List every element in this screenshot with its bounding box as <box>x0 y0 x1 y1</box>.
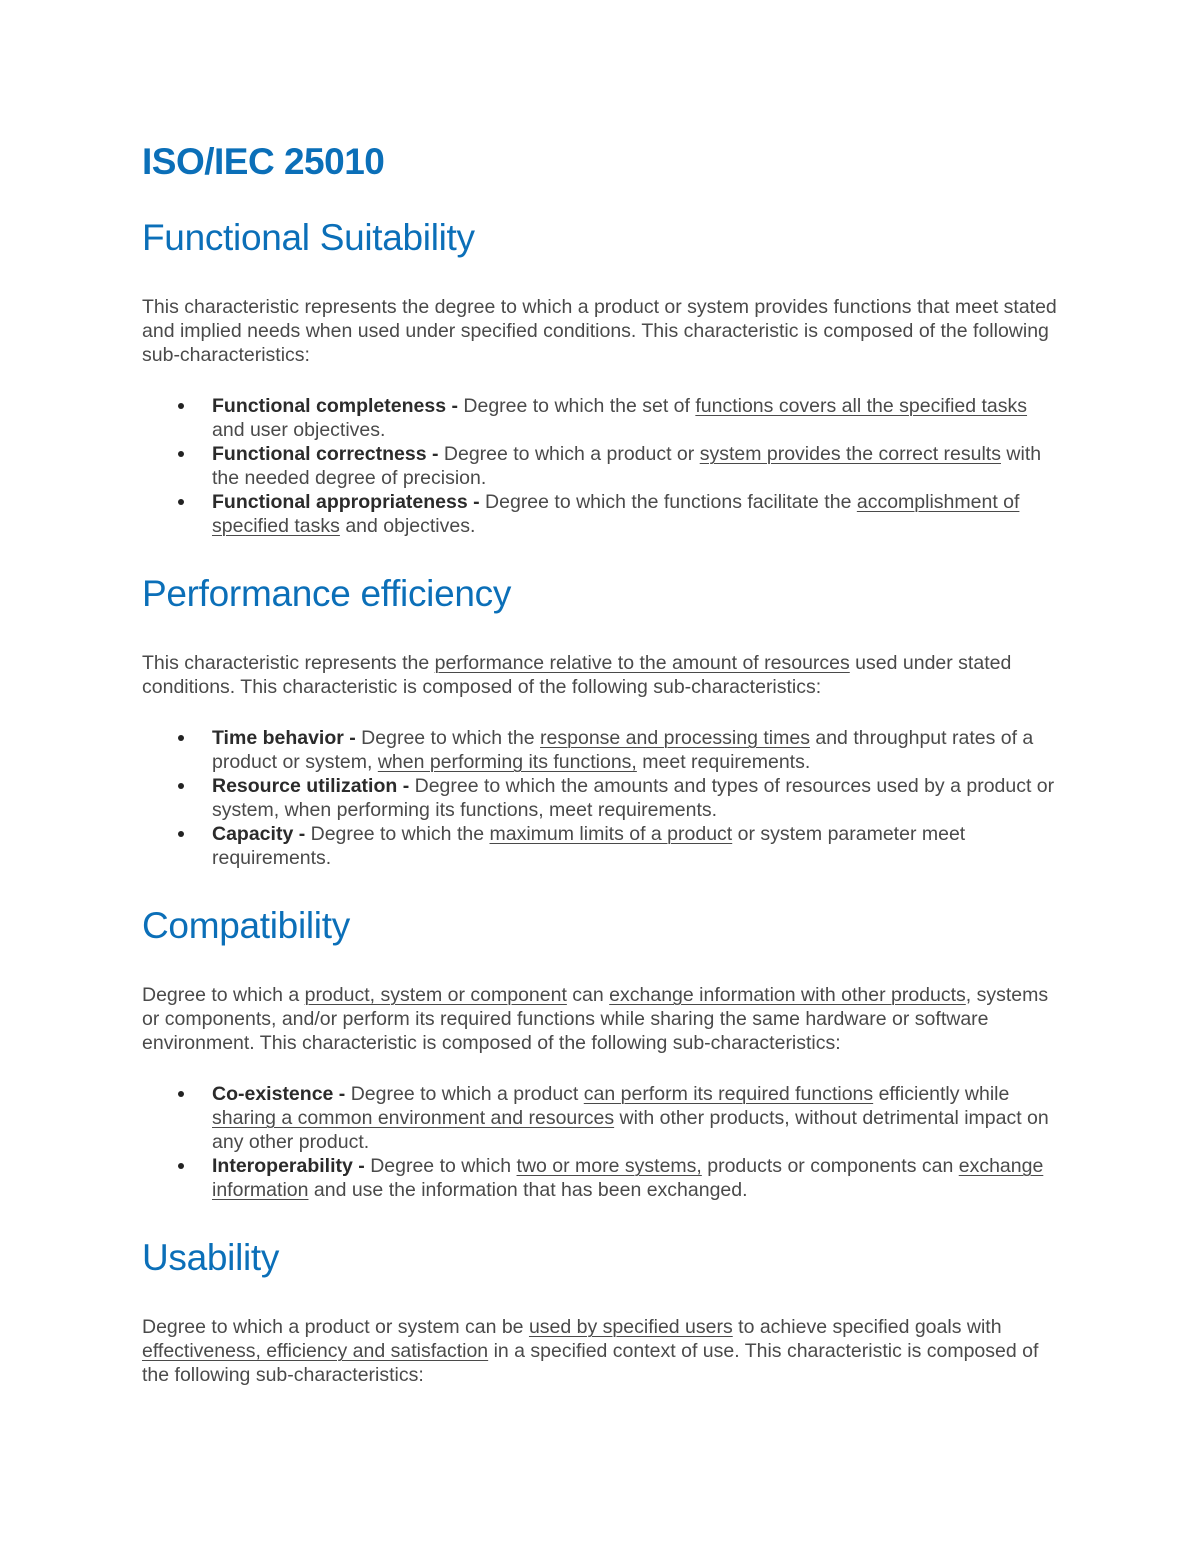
term-label: Functional completeness - <box>212 395 458 417</box>
underlined-phrase: used by specified users <box>528 1316 733 1338</box>
underlined-phrase: effectiveness, efficiency and satisfaction <box>142 1340 489 1362</box>
item-text-run: and use the information that has been exchanged. <box>308 1179 748 1201</box>
list-item <box>142 490 1062 538</box>
item-text-run: Degree to which the <box>355 727 541 749</box>
section-compatibility <box>142 904 1062 1202</box>
intro-run: in a specified context of use. This characteristic is composed of the following sub-characteristics: <box>142 1340 1039 1386</box>
item-text-run: or system parameter meet requirements. <box>212 823 966 869</box>
term-label: Resource utilization - <box>212 775 410 797</box>
underlined-phrase: sharing a common environment and resources <box>212 1107 615 1129</box>
bullet-icon <box>178 403 184 409</box>
list-item <box>142 1082 1062 1154</box>
bullet-icon <box>178 831 184 837</box>
underlined-phrase: two or more systems, <box>516 1155 702 1177</box>
underlined-phrase: when performing its functions, <box>377 751 637 773</box>
intro-run: can <box>566 984 610 1006</box>
list-item <box>142 442 1062 490</box>
section-performance-efficiency <box>142 572 1062 870</box>
list-item <box>142 1154 1062 1202</box>
item-text-run: Degree to which the <box>305 823 490 845</box>
sub-characteristics-list <box>142 394 1062 538</box>
intro-run: to achieve specified goals with <box>732 1316 1002 1338</box>
intro-run: Degree to which a product or system can be <box>142 1316 529 1338</box>
intro-run: This characteristic represents the <box>142 652 435 674</box>
sub-characteristics-list <box>142 1082 1062 1202</box>
item-text-run: and user objectives. <box>212 419 386 441</box>
bullet-icon <box>178 735 184 741</box>
underlined-phrase: functions covers all the specified tasks <box>695 395 1028 417</box>
section-intro <box>142 983 1062 1055</box>
term-label: Capacity - <box>212 823 306 845</box>
underlined-phrase: maximum limits of a product <box>489 823 733 845</box>
list-item <box>142 774 1062 822</box>
underlined-phrase: performance relative to the amount of resources <box>434 652 850 674</box>
underlined-phrase: response and processing times <box>540 727 810 749</box>
intro-run: Degree to which a <box>142 984 305 1006</box>
bullet-icon <box>178 1163 184 1169</box>
section-heading: Compatibility <box>142 905 350 946</box>
term-label: Interoperability - <box>212 1155 365 1177</box>
bullet-icon <box>178 1091 184 1097</box>
list-item <box>142 394 1062 442</box>
section-heading: Performance efficiency <box>142 573 512 614</box>
term-label: Functional appropriateness - <box>212 491 480 513</box>
list-item <box>142 726 1062 774</box>
underlined-phrase: exchange information <box>212 1155 1044 1201</box>
bullet-icon <box>178 783 184 789</box>
section-functional-suitability <box>142 216 1062 538</box>
list-item <box>142 822 1062 870</box>
underlined-phrase: accomplishment of specified tasks <box>212 491 1020 537</box>
underlined-phrase: exchange information with other products <box>609 984 966 1006</box>
bullet-icon <box>178 499 184 505</box>
intro-run: used under stated conditions. This characteristic is composed of the following sub-characteristics: <box>142 652 1012 698</box>
item-text-run: with the needed degree of precision. <box>212 443 1042 489</box>
bullet-icon <box>178 451 184 457</box>
item-text-run: products or components can <box>701 1155 959 1177</box>
item-text-run: with other products, without detrimental impact on any other product. <box>212 1107 1049 1153</box>
item-text-run: Degree to which the set of <box>457 395 696 417</box>
underlined-phrase: can perform its required functions <box>583 1083 874 1105</box>
item-text-run: Degree to which the functions facilitate the <box>479 491 857 513</box>
intro-run: , systems or components, and/or perform its required functions while sharing the same hardware or software environment. This characteristic is composed of the following sub-characteristics: <box>142 984 1049 1054</box>
term-label: Functional correctness - <box>212 443 439 465</box>
item-text-run: efficiently while <box>873 1083 1010 1105</box>
document-page <box>142 140 1062 1387</box>
section-heading: Usability <box>142 1237 280 1278</box>
item-text-run: meet requirements. <box>636 751 811 773</box>
term-label: Co-existence - <box>212 1083 346 1105</box>
term-label: Time behavior - <box>212 727 356 749</box>
section-heading: Functional Suitability <box>142 217 475 258</box>
underlined-phrase: product, system or component <box>304 984 567 1006</box>
item-text-run: and throughput rates of a product or system, <box>212 727 1034 773</box>
section-intro <box>142 295 1062 367</box>
section-usability <box>142 1236 1062 1387</box>
item-text-run: Degree to which the amounts and types of resources used by a product or system, when performing its functions, meet requirements. <box>212 775 1055 821</box>
item-text-run: Degree to which a product or <box>438 443 700 465</box>
section-intro <box>142 1315 1062 1387</box>
item-text-run: Degree to which <box>364 1155 517 1177</box>
item-text-run: and objectives. <box>339 515 476 537</box>
item-text-run: Degree to which a product <box>345 1083 584 1105</box>
document-title: ISO/IEC 25010 <box>142 141 385 182</box>
sub-characteristics-list <box>142 726 1062 870</box>
section-intro <box>142 651 1062 699</box>
underlined-phrase: system provides the correct results <box>699 443 1001 465</box>
intro-run: This characteristic represents the degree to which a product or system provides functions that meet stated and implied needs when used under specified conditions. This characteristic is composed of the following sub-characteristics: <box>142 296 1057 366</box>
